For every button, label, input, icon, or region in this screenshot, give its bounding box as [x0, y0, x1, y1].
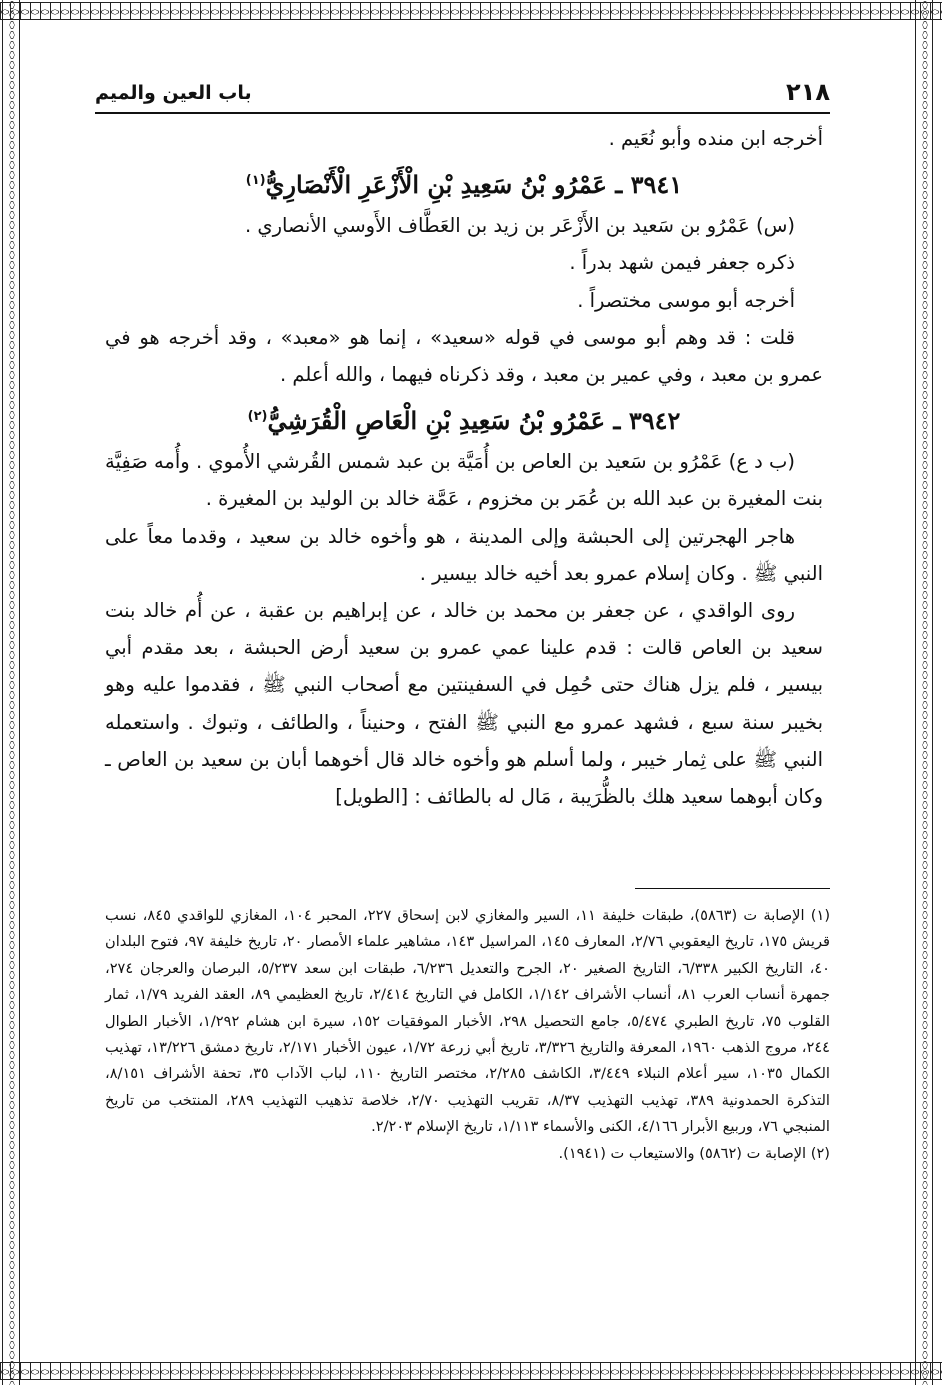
footnote-ref: (٢): [247, 409, 268, 425]
footnote: (١) الإصابة ت (٥٨٦٣)، طبقات خليفة ١١، السير والمغازي لابن إسحاق ٢٢٧، المحبر ١٠٤، المغازي للواقدي ٨٤٥، نسب قريش ١٧٥، تاريخ اليعقوبي ٢/٧٦، المعارف ١٤٥، المراسيل ١٤٣، مشاهير علماء الأمصار ٢٠، تاريخ خليفة ٩٧، فتوح البلدان ٤٠، التاريخ الكبير ٦/٣٣٨، التاريخ الصغير ٢٠، الجرح والتعديل ٦/٢٣٦، طبقات ابن سعد ٥/٢٣٧، البرصان والعرجان ٢٧٤، جمهرة أنساب العرب ٨١، أنساب الأشراف ١/١٤٢، الكامل في التاريخ ٢/٤١٤، تاريخ العظيمي ٨٩، العقد الفريد ١/٧٩، ثمار القلوب ٧٥، تاريخ الطبري ٥/٤٧٤، جامع التحصيل ٢٩٨، الأخبار الموفقيات ١٥٢، سيرة ابن هشام ١/٢٩٢، الأخبار الطوال ٢٤٤، مروج الذهب ١٩٦٠، المعرفة والتاريخ ٣/٣٢٦، تاريخ أبي زرعة ١/٧٢، عيون الأخبار ٢/١٧١، تاريخ دمشق ١٣/٢٢٦، تهذيب الكمال ١٠٣٥، سير أعلام النبلاء ٣/٤٤٩، الكاشف ٢/٢٨٥، مختصر التاريخ ١١٠، لباب الآداب ٣٥، تحفة الأشراف ٨/١٥١، التذكرة الحمدونية ٣٨٩، تهذيب التهذيب ٨/٣٧، تقريب التهذيب ٢/٧٠، خلاصة تذهيب التهذيب ٢٨٩، المنتخب من تاريخ المنبجي ٧٦، وربيع الأبرار ٤/١٦٦، الكنى والأسماء ١/١١٣، تاريخ الإسلام ٢/٢٠٣.: [105, 907, 831, 1136]
top-border-ornament: [0, 2, 942, 20]
page-header: [95, 78, 830, 114]
right-border-ornament: [915, 0, 933, 1385]
main-text: [105, 120, 823, 815]
bottom-border-ornament: [0, 1362, 942, 1380]
paragraph: أخرجه ابن منده وأبو نُعَيم .: [608, 127, 823, 150]
running-head: باب العين والميم: [95, 82, 252, 104]
footnote-separator: [635, 888, 830, 889]
entry-title-3942: [105, 395, 823, 443]
paragraph: (ب د ع) عَمْرُو بن سَعيد بن العاص بن أُمَيَّة بن عبد شمس القُرشي الأُموي . وأُمه صَفِيَّة بنت المغيرة بن عبد الله بن عُمَر بن مخزوم ، عَمَّة خالد بن الوليد بن المغيرة .: [105, 450, 823, 511]
page-number: ٢١٨: [786, 78, 830, 106]
entry-title-3941: [105, 159, 823, 207]
footnotes: [105, 903, 830, 1167]
footnote: (٢) الإصابة ت (٥٨٦٢) والاستيعاب ت (١٩٤١).: [558, 1144, 830, 1162]
paragraph: (س) عَمْرُو بن سَعيد بن الأَزْعَر بن زيد بن العَطَّاف الأَوسي الأنصاري .: [244, 214, 795, 238]
paragraph: هاجر الهجرتين إلى الحبشة وإلى المدينة ، هو وأخوه خالد بن سعيد ، وقدما معاً على النبي ﷺ . وكان إسلام عمرو بعد أخيه خالد بيسير .: [105, 524, 823, 585]
left-border-ornament: [2, 0, 20, 1385]
paragraph: أخرجه أبو موسى مختصراً .: [577, 288, 795, 312]
paragraph: قلت : قد وهم أبو موسى في قوله «سعيد» ، إنما هو «معبد» ، وقد أخرجه هو في عمرو بن معبد ، وفي عمير بن معبد ، وقد ذكرناه فيهما ، والله أعلم .: [105, 325, 823, 387]
paragraph: ذكره جعفر فيمن شهد بدراً .: [569, 251, 795, 275]
entry-title-text: ٣٩٤١ ـ عَمْرُو بْنُ سَعِيدِ بْنِ الْأَزْعَرِ الْأَنْصَارِيُّ: [265, 170, 683, 200]
footnote-ref: (١): [245, 173, 266, 189]
entry-title-text: ٣٩٤٢ ـ عَمْرُو بْنُ سَعِيدِ بْنِ الْعَاصِ الْقُرَشِيُّ: [267, 406, 681, 436]
paragraph: روى الواقدي ، عن جعفر بن محمد بن خالد ، عن إبراهيم بن عقبة ، عن أُم خالد بنت سعيد بن العاص قالت : قدم علينا عمي عمرو بن سعيد أرض الحبشة ، بعد مقدم أبي بيسير ، فلم يزل هناك حتى حُمِل في السفينتين مع أصحاب النبي ﷺ ، فقدموا عليه وهو بخيبر سنة سبع ، فشهد عمرو مع النبي ﷺ الفتح ، وحنيناً ، والطائف ، وتبوك . واستعمله النبي ﷺ على ثِمار خيبر ، ولما أسلم هو وأخوه خالد قال أخوهما أبان بن سعيد بن العاص ـ وكان أبوهما سعيد هلك بالظُّرَيبة ، مَال له بالطائف : [الطويل]: [105, 599, 823, 809]
